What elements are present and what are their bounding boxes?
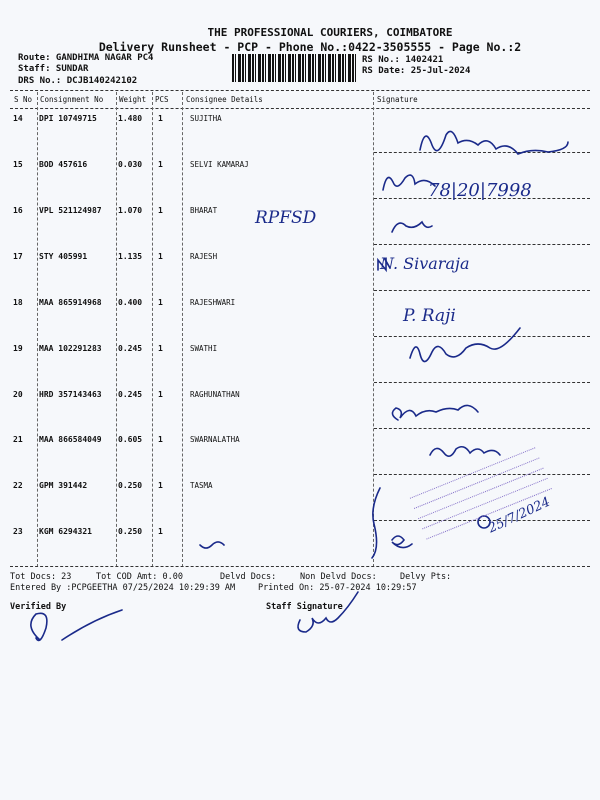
row-weight: 1.070 [118, 206, 143, 215]
route: Route: GANDHIMA NAGAR PC4 [18, 53, 154, 63]
row-consignment: MAA 102291283 [39, 344, 102, 353]
row-sno: 17 [13, 252, 23, 261]
row-pcs: 1 [158, 390, 163, 399]
row-consignment: VPL 521124987 [39, 206, 102, 215]
row-sno: 21 [13, 435, 23, 444]
row-consignment: MAA 865914968 [39, 298, 102, 307]
row-weight: 0.400 [118, 298, 143, 307]
verified-by-label: Verified By [10, 602, 67, 612]
row-weight: 0.245 [118, 344, 143, 353]
rs-number: RS No.: 1402421 [362, 55, 444, 65]
row-pcs: 1 [158, 344, 163, 353]
row-sno: 22 [13, 481, 23, 490]
row-consignment: DPI 10749715 [39, 114, 97, 123]
row-consignee: BHARAT [190, 206, 218, 215]
row-weight: 0.605 [118, 435, 143, 444]
row-pcs: 1 [158, 206, 163, 215]
rs-date: RS Date: 25-Jul-2024 [362, 66, 471, 76]
runsheet-subtitle: Delivery Runsheet - PCP - Phone No.:0422-3505555 - Page No.:2 [98, 40, 522, 54]
staff-signature [298, 592, 358, 632]
row-pcs: 1 [158, 298, 163, 307]
signature-rajeshwari: P. Raji [403, 306, 456, 326]
handwritten-date-23: 25/7/2024 [485, 494, 553, 537]
row-consignee: SUJITHA [190, 114, 222, 123]
total-cod: Tot COD Amt: 0.00 [96, 572, 183, 582]
row-sno: 14 [13, 114, 23, 123]
row-consignment: MAA 866584049 [39, 435, 102, 444]
col-pcs: PCS [155, 95, 169, 104]
row-consignee: RAJESH [190, 252, 218, 261]
row-weight: 1.135 [118, 252, 143, 261]
col-sno: S No [14, 95, 33, 104]
col-consignee: Consignee Details [186, 95, 263, 104]
col-consignment: Consignment No [40, 95, 104, 104]
staff-signature-label: Staff Signature [266, 602, 343, 612]
row-pcs: 1 [158, 435, 163, 444]
row-consignment: BOD 457616 [39, 160, 88, 169]
row-sno: 18 [13, 298, 23, 307]
signature-raghunathan [392, 405, 478, 420]
verified-by-signature [31, 610, 122, 640]
row-pcs: 1 [158, 252, 163, 261]
staff: Staff: SUNDAR [18, 64, 89, 74]
row-sno: 15 [13, 160, 23, 169]
row-pcs: 1 [158, 114, 163, 123]
entered-by: Entered By :PCPGEETHA 07/25/2024 10:29:39 AM [10, 583, 236, 593]
row-pcs: 1 [158, 160, 163, 169]
row-pcs: 1 [158, 527, 163, 536]
total-docs: Tot Docs: 23 [10, 572, 72, 582]
row-pcs: 1 [158, 481, 163, 490]
row-consignee: SWARNALATHA [190, 435, 240, 444]
row-sno: 20 [13, 390, 23, 399]
row-consignment: GPM 391442 [39, 481, 88, 490]
col-signature: Signature [377, 95, 418, 104]
company-name: THE PROFESSIONAL COURIERS, COIMBATORE [207, 26, 453, 39]
signature-rajesh: N. Sivaraja [380, 254, 470, 273]
printed-on: Printed On: 25-07-2024 10:29:57 [258, 583, 417, 593]
row-weight: 0.250 [118, 481, 143, 490]
signature-kgm [200, 536, 412, 548]
row-consignment: STY 405991 [39, 252, 88, 261]
delivery-points: Delvy Pts: [400, 572, 452, 582]
handwritten-date-15: 78|20|7998 [428, 180, 532, 201]
row-weight: 0.245 [118, 390, 143, 399]
signature-swathi [410, 328, 520, 362]
row-weight: 0.030 [118, 160, 143, 169]
delivered-docs: Delvd Docs: [220, 572, 277, 582]
non-delivered-docs: Non Delvd Docs: [300, 572, 377, 582]
row-weight: 0.250 [118, 527, 143, 536]
row-sno: 23 [13, 527, 23, 536]
row-consignee: RAGHUNATHAN [190, 390, 240, 399]
row-consignee: SWATHI [190, 344, 218, 353]
row-consignment: KGM 6294321 [39, 527, 92, 536]
row-sno: 16 [13, 206, 23, 215]
col-weight: Weight [119, 95, 147, 104]
signature-sujitha [420, 131, 568, 154]
row-consignee: RAJESHWARI [190, 298, 236, 307]
signature-tasma [372, 488, 380, 558]
row-consignment: HRD 357143463 [39, 390, 102, 399]
annotation-rpfsd: RPFSD [255, 208, 317, 228]
row-consignee: TASMA [190, 481, 213, 490]
drs-number: DRS No.: DCJB140242102 [18, 76, 138, 86]
signature-bharat [392, 222, 432, 232]
row-sno: 19 [13, 344, 23, 353]
row-weight: 1.480 [118, 114, 143, 123]
row-consignee: SELVI KAMARAJ [190, 160, 249, 169]
